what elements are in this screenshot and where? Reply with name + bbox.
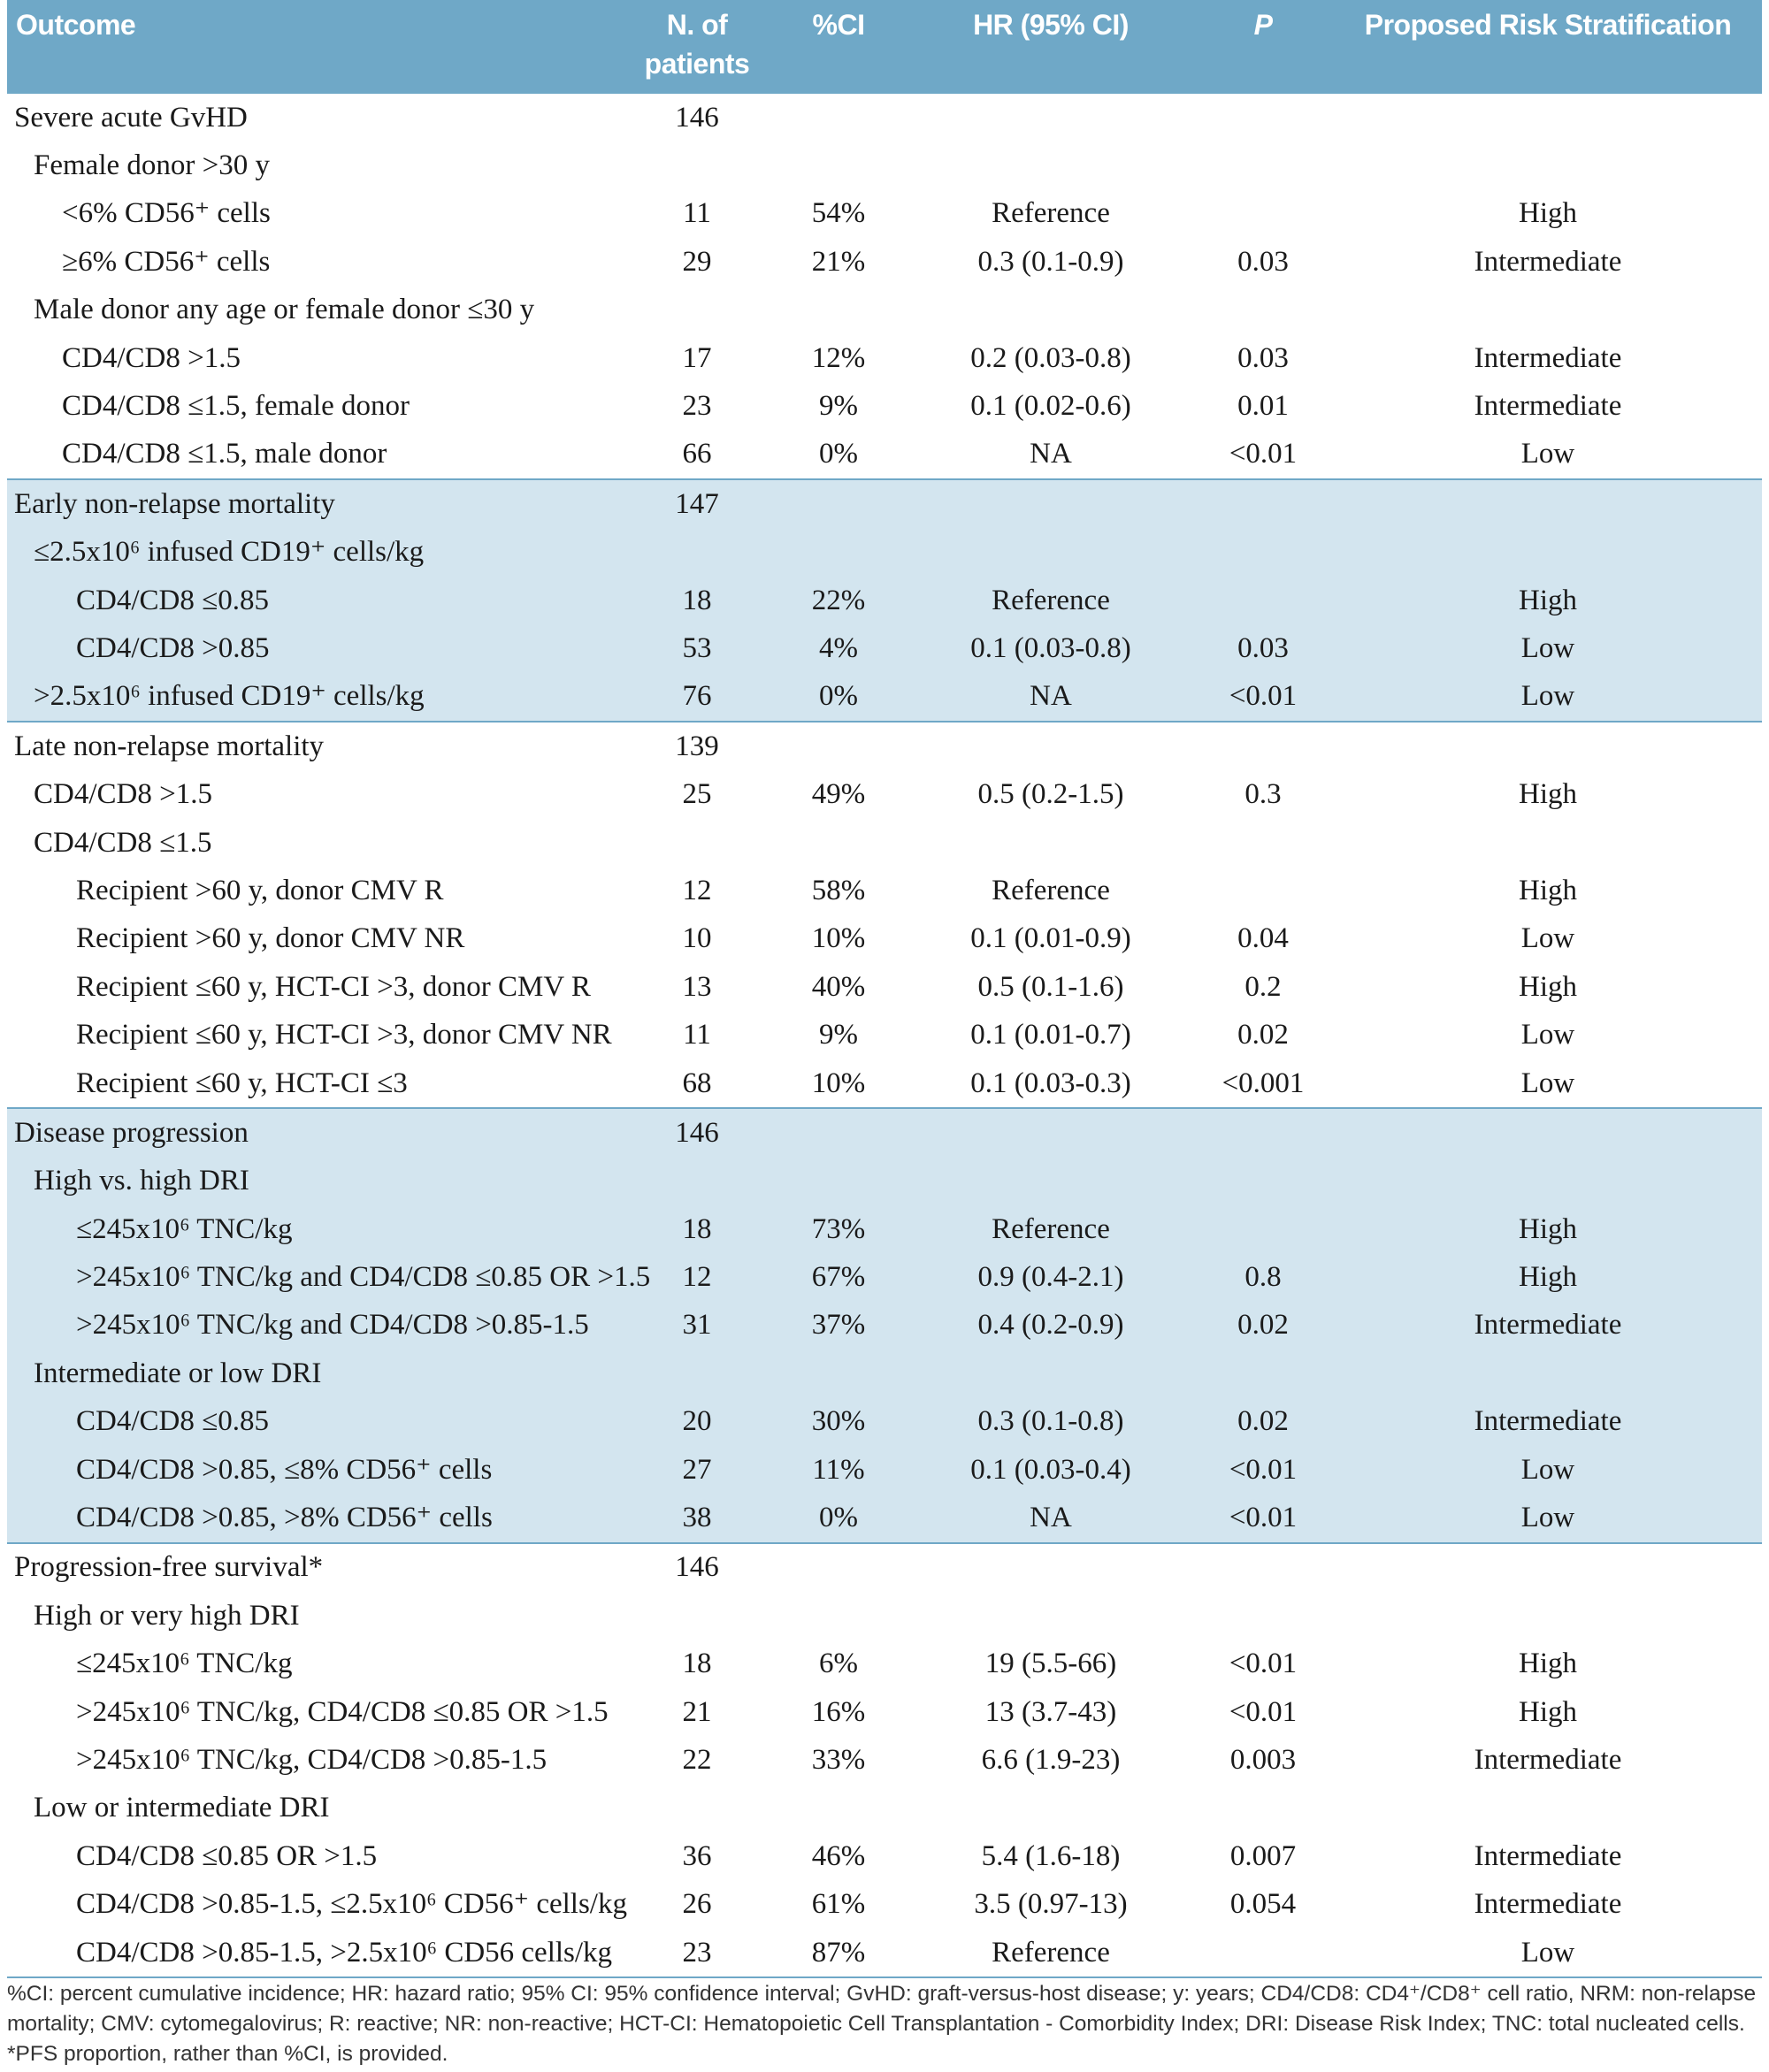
cell-ci [768,1785,909,1832]
cell-outcome: ≤245x10⁶ TNC/kg [76,1648,293,1680]
cell-ci: 54% [811,197,866,230]
cell-p: 0.03 [1237,341,1289,374]
table-row [7,722,1762,770]
cell-ci: 11% [768,1446,909,1494]
cell-risk [1334,722,1762,770]
cell-n-patients: 12 [682,874,712,906]
cell-p [1192,1158,1334,1205]
cell-n-patients: 25 [682,778,712,811]
cell-ci: 16% [811,1695,866,1728]
table-row [7,1059,1762,1108]
cell-risk: Intermediate [1474,390,1622,423]
cell-hr [909,479,1192,528]
cell-hr: 0.4 (0.2-0.9) [909,1302,1192,1349]
cell-outcome: >245x10⁶ TNC/kg, CD4/CD8 >0.85-1.5 [76,1743,548,1776]
cell-risk: High [1334,577,1762,624]
cell-risk: Intermediate [1474,1888,1622,1921]
cell-p: <0.01 [1192,673,1334,722]
table-row [7,1785,1762,1832]
cell-hr: 6.6 (1.9-23) [981,1743,1121,1776]
cell-p: 0.003 [1229,1743,1297,1776]
cell-hr: 0.1 (0.01-0.7) [970,1019,1131,1051]
cell-ci: 46% [811,1839,866,1872]
cell-outcome: Early non-relapse mortality [7,479,626,528]
cell-outcome: Recipient ≤60 y, HCT-CI >3, donor CMV NR [76,1019,612,1051]
cell-ci [768,1543,909,1592]
table-row [7,1158,1762,1205]
table-row [7,190,1762,238]
cell-outcome: CD4/CD8 >0.85, >8% CD56⁺ cells [7,1494,626,1542]
cell-outcome: ≤2.5x10⁶ infused CD19⁺ cells/kg [7,529,626,577]
cell-n-patients: 12 [626,1253,768,1301]
table-row [7,287,1762,334]
cell-ci [768,1349,909,1397]
cell-hr: NA [909,673,1192,722]
cell-n-patients: 146 [626,1108,768,1157]
cell-risk: Low [1334,673,1762,722]
cell-outcome: Male donor any age or female donor ≤30 y [34,294,535,326]
cell-ci: 67% [768,1253,909,1301]
cell-outcome: Recipient >60 y, donor CMV NR [76,922,465,955]
cell-ci [768,1158,909,1205]
table-body [7,94,1762,1977]
cell-p: <0.01 [1229,1648,1298,1680]
table-row [7,770,1762,818]
table-footnote: %CI: percent cumulative incidence; HR: hazard ratio; 95% CI: 95% confidence interval; GvHD: graft-versus-host disease; y: years; CD4/CD8: CD4⁺/CD8⁺ cell ratio, NRM: non-relapse mortality; CMV: cytomegalovirus; R: reactive; NR: non-reactive; HCT-CI: Hematopoietic Cell Transplantation - Comorbidity Index; DRI: Disease Risk Index; TNC: total nucleated cells. *PFS proportion, rather than %CI, is provided. [7,1982,1757,2066]
cell-outcome: CD4/CD8 >1.5 [62,341,241,374]
cell-n-patients [626,141,768,189]
cell-ci: 30% [768,1398,909,1446]
cell-p [1192,1349,1334,1397]
cell-hr [909,529,1192,577]
table-row [7,1446,1762,1494]
cell-p [1192,1108,1334,1157]
cell-p: 0.02 [1192,1398,1334,1446]
cell-ci [768,819,909,867]
cell-ci: 37% [768,1302,909,1349]
cell-outcome: CD4/CD8 >0.85-1.5, >2.5x10⁶ CD56 cells/kg [7,1929,626,1977]
cell-n-patients [626,1785,768,1832]
cell-p: 0.02 [1237,1019,1289,1051]
cell-p [1192,94,1334,141]
cell-outcome: Recipient ≤60 y, HCT-CI >3, donor CMV R [76,970,591,1003]
cell-hr [909,1349,1192,1397]
cell-outcome: >245x10⁶ TNC/kg and CD4/CD8 >0.85-1.5 [7,1302,626,1349]
cell-p [1192,1785,1334,1832]
cell-outcome: CD4/CD8 ≤1.5, male donor [62,438,387,470]
cell-hr: Reference [909,1929,1192,1977]
cell-risk [1334,1592,1762,1640]
table-header [7,0,1762,94]
header-n-patients: N. of patients [626,0,768,94]
cell-n-patients [626,1158,768,1205]
cell-risk [1334,479,1762,528]
header-ci: %CI [768,0,909,94]
table-row [7,1832,1762,1880]
cell-hr: 0.3 (0.1-0.9) [977,245,1124,278]
cell-risk [1334,94,1762,141]
cell-hr [909,141,1192,189]
cell-ci: 9% [819,390,858,423]
cell-outcome: CD4/CD8 ≤1.5, female donor [62,390,410,423]
cell-outcome: Female donor >30 y [34,149,270,182]
cell-n-patients: 68 [682,1067,712,1099]
cell-ci: 10% [811,1067,866,1099]
cell-n-patients: 18 [626,1205,768,1253]
cell-risk: High [1334,1205,1762,1253]
cell-hr [909,287,1192,334]
cell-risk: High [1519,1695,1577,1728]
cell-outcome: Recipient ≤60 y, HCT-CI ≤3 [76,1067,408,1099]
cell-risk: High [1519,197,1577,230]
cell-hr [909,1785,1192,1832]
table-row [7,529,1762,577]
cell-n-patients [626,1592,768,1640]
cell-risk [1334,1543,1762,1592]
cell-outcome: >2.5x10⁶ infused CD19⁺ cells/kg [7,673,626,722]
cell-p: 0.04 [1237,922,1289,955]
table-row [7,1302,1762,1349]
table-row [7,334,1762,382]
cell-risk: Low [1520,438,1575,470]
cell-ci: 0% [768,1494,909,1542]
cell-n-patients: 146 [626,1543,768,1592]
table-row [7,1880,1762,1928]
cell-p [1192,722,1334,770]
cell-n-patients: 27 [626,1446,768,1494]
table-row [7,1349,1762,1397]
table-row [7,382,1762,430]
cell-outcome: >245x10⁶ TNC/kg and CD4/CD8 ≤0.85 OR >1.5 [7,1253,626,1301]
table-row [7,479,1762,528]
cell-hr [909,722,1192,770]
cell-hr [909,819,1192,867]
cell-ci [768,529,909,577]
cell-hr [909,94,1192,141]
cell-p: 0.3 [1244,778,1282,811]
table-row [7,1543,1762,1592]
cell-hr [909,1108,1192,1157]
cell-p: 0.03 [1237,245,1289,278]
cell-p: <0.001 [1221,1067,1305,1099]
cell-p: 0.054 [1229,1888,1297,1921]
table-row [7,1688,1762,1736]
cell-outcome: >245x10⁶ TNC/kg, CD4/CD8 ≤0.85 OR >1.5 [76,1695,609,1728]
table-row [7,1592,1762,1640]
cell-p [1192,1929,1334,1977]
cell-n-patients: 21 [682,1695,712,1728]
cell-ci: 87% [768,1929,909,1977]
cell-hr: 0.5 (0.2-1.5) [977,778,1124,811]
cell-p: 0.8 [1192,1253,1334,1301]
cell-risk: Low [1334,1494,1762,1542]
cell-p: <0.01 [1192,1494,1334,1542]
cell-outcome: CD4/CD8 ≤0.85 [7,577,626,624]
cell-ci: 33% [811,1743,866,1776]
table-row [7,94,1762,141]
cell-p: 0.2 [1244,970,1282,1003]
cell-risk: Intermediate [1474,245,1622,278]
cell-hr: 0.9 (0.4-2.1) [909,1253,1192,1301]
cell-hr [909,1158,1192,1205]
cell-ci: 9% [819,1019,858,1051]
cell-p [1192,190,1334,238]
cell-outcome: CD4/CD8 >0.85, ≤8% CD56⁺ cells [7,1446,626,1494]
cell-outcome: CD4/CD8 ≤1.5 [34,826,212,859]
cell-n-patients: 23 [626,1929,768,1977]
cell-risk: High [1519,778,1577,811]
cell-risk [1334,287,1762,334]
cell-outcome: Severe acute GvHD [14,101,248,134]
cell-ci: 58% [811,874,866,906]
cell-n-patients: 11 [683,197,711,230]
cell-ci: 61% [811,1888,866,1921]
cell-risk [1334,1108,1762,1157]
table-row [7,673,1762,722]
cell-hr: 0.1 (0.03-0.3) [970,1067,1131,1099]
table-row [7,141,1762,189]
cell-p [1192,141,1334,189]
cell-outcome: CD4/CD8 >1.5 [34,778,212,811]
cell-outcome: High vs. high DRI [7,1158,626,1205]
cell-outcome: CD4/CD8 >0.85-1.5, ≤2.5x10⁶ CD56⁺ cells/kg [76,1888,627,1921]
table-row [7,1494,1762,1542]
table-row [7,1929,1762,1977]
cell-p [1192,819,1334,867]
cell-p: <0.01 [1229,1695,1298,1728]
cell-hr: 5.4 (1.6-18) [981,1839,1121,1872]
cell-outcome: CD4/CD8 ≤0.85 [7,1398,626,1446]
table-row [7,238,1762,286]
cell-outcome: Low or intermediate DRI [34,1792,330,1824]
cell-ci: 40% [811,970,866,1003]
header-outcome: Outcome [7,0,626,94]
table-row [7,1640,1762,1688]
cell-ci [768,94,909,141]
table-row [7,1108,1762,1157]
cell-n-patients: 26 [682,1888,712,1921]
cell-hr: 0.1 (0.03-0.4) [909,1446,1192,1494]
cell-risk [1334,529,1762,577]
cell-outcome: CD4/CD8 ≤0.85 OR >1.5 [76,1839,378,1872]
cell-risk: Low [1334,1929,1762,1977]
cell-ci [768,287,909,334]
cell-risk: High [1519,970,1577,1003]
cell-n-patients: 146 [675,101,719,134]
cell-n-patients: 18 [626,577,768,624]
cell-n-patients: 18 [682,1648,712,1680]
cell-p: 0.03 [1192,624,1334,672]
cell-hr: 3.5 (0.97-13) [974,1888,1128,1921]
cell-outcome: Progression-free survival* [7,1543,626,1592]
cell-hr: NA [1030,438,1072,470]
cell-risk: High [1519,1648,1577,1680]
cell-ci: 0% [768,673,909,722]
cell-risk [1334,1158,1762,1205]
table-row [7,1736,1762,1784]
cell-n-patients: 22 [682,1743,712,1776]
cell-p: 0.007 [1229,1839,1297,1872]
cell-risk: Intermediate [1474,1839,1622,1872]
cell-ci: 6% [819,1648,858,1680]
cell-hr: NA [909,1494,1192,1542]
cell-ci: 4% [768,624,909,672]
table-row [7,867,1762,914]
cell-hr: 0.2 (0.03-0.8) [970,341,1131,374]
header-risk: Proposed Risk Stratification [1334,0,1762,94]
cell-hr: Reference [992,874,1110,906]
cell-n-patients: 10 [682,922,712,955]
cell-n-patients: 29 [682,245,712,278]
cell-n-patients: 53 [626,624,768,672]
cell-risk: Low [1520,1019,1575,1051]
cell-ci: 0% [819,438,858,470]
cell-outcome: ≤245x10⁶ TNC/kg [7,1205,626,1253]
cell-hr: 19 (5.5-66) [984,1648,1117,1680]
cell-p: 0.01 [1237,390,1289,423]
risk-stratification-table [7,0,1762,1978]
cell-ci [768,141,909,189]
cell-hr: 0.3 (0.1-0.8) [909,1398,1192,1446]
cell-outcome: Late non-relapse mortality [7,722,626,770]
cell-outcome: CD4/CD8 >0.85 [7,624,626,672]
cell-hr: 0.1 (0.02-0.6) [970,390,1131,423]
cell-p [1192,287,1334,334]
cell-ci: 73% [768,1205,909,1253]
cell-risk: Intermediate [1474,341,1622,374]
header-p: P [1192,0,1334,94]
cell-p: <0.01 [1192,1446,1334,1494]
cell-hr [909,1592,1192,1640]
cell-outcome: ≥6% CD56⁺ cells [62,245,271,278]
cell-risk: High [1334,1253,1762,1301]
cell-n-patients: 11 [683,1019,711,1051]
cell-risk: Low [1334,1446,1762,1494]
cell-n-patients: 139 [626,722,768,770]
table-row [7,915,1762,963]
cell-risk [1334,819,1762,867]
cell-outcome: Recipient >60 y, donor CMV R [76,874,444,906]
cell-n-patients: 31 [626,1302,768,1349]
cell-n-patients: 147 [626,479,768,528]
cell-p: <0.01 [1229,438,1298,470]
cell-p [1192,479,1334,528]
cell-p: 0.02 [1192,1302,1334,1349]
table-row [7,963,1762,1011]
table-row [7,624,1762,672]
results-table-container [7,0,1762,1978]
table-row [7,819,1762,867]
cell-risk: Low [1520,922,1575,955]
cell-n-patients [626,287,768,334]
cell-ci: 10% [811,922,866,955]
cell-n-patients: 36 [682,1839,712,1872]
cell-n-patients [626,1349,768,1397]
cell-ci: 12% [811,341,866,374]
cell-n-patients: 13 [682,970,712,1003]
cell-ci: 22% [768,577,909,624]
cell-ci: 21% [811,245,866,278]
cell-hr: Reference [909,577,1192,624]
cell-risk [1334,1785,1762,1832]
cell-hr: 0.5 (0.1-1.6) [977,970,1124,1003]
cell-risk: High [1519,874,1577,906]
cell-ci [768,1108,909,1157]
cell-p [1192,1543,1334,1592]
table-row [7,577,1762,624]
cell-ci: 49% [811,778,866,811]
cell-hr: Reference [992,197,1110,230]
cell-hr: 0.1 (0.01-0.9) [970,922,1131,955]
cell-ci [768,1592,909,1640]
cell-n-patients: 38 [626,1494,768,1542]
table-row [7,431,1762,479]
cell-risk [1334,1349,1762,1397]
cell-outcome: High or very high DRI [34,1599,300,1632]
cell-n-patients: 76 [626,673,768,722]
cell-risk: Intermediate [1334,1302,1762,1349]
cell-ci [768,722,909,770]
cell-hr: Reference [909,1205,1192,1253]
cell-risk: Intermediate [1334,1398,1762,1446]
cell-n-patients: 66 [682,438,712,470]
cell-n-patients: 23 [682,390,712,423]
cell-outcome: Disease progression [7,1108,626,1157]
cell-n-patients: 17 [682,341,712,374]
cell-n-patients: 20 [626,1398,768,1446]
cell-hr: 0.1 (0.03-0.8) [909,624,1192,672]
header-hr: HR (95% CI) [909,0,1192,94]
cell-outcome: Intermediate or low DRI [7,1349,626,1397]
cell-hr [909,1543,1192,1592]
cell-n-patients [626,529,768,577]
cell-outcome: <6% CD56⁺ cells [62,197,271,230]
table-row [7,1205,1762,1253]
cell-p [1192,577,1334,624]
cell-p [1192,867,1334,914]
cell-risk [1334,141,1762,189]
cell-risk: Low [1334,624,1762,672]
cell-ci [768,479,909,528]
cell-risk: Low [1520,1067,1575,1099]
table-row [7,1398,1762,1446]
header-row [7,0,1762,94]
cell-hr: 13 (3.7-43) [984,1695,1117,1728]
cell-risk: Intermediate [1474,1743,1622,1776]
cell-n-patients [626,819,768,867]
cell-p [1192,1592,1334,1640]
table-row [7,1253,1762,1301]
cell-p [1192,529,1334,577]
table-row [7,1011,1762,1059]
cell-p [1192,1205,1334,1253]
